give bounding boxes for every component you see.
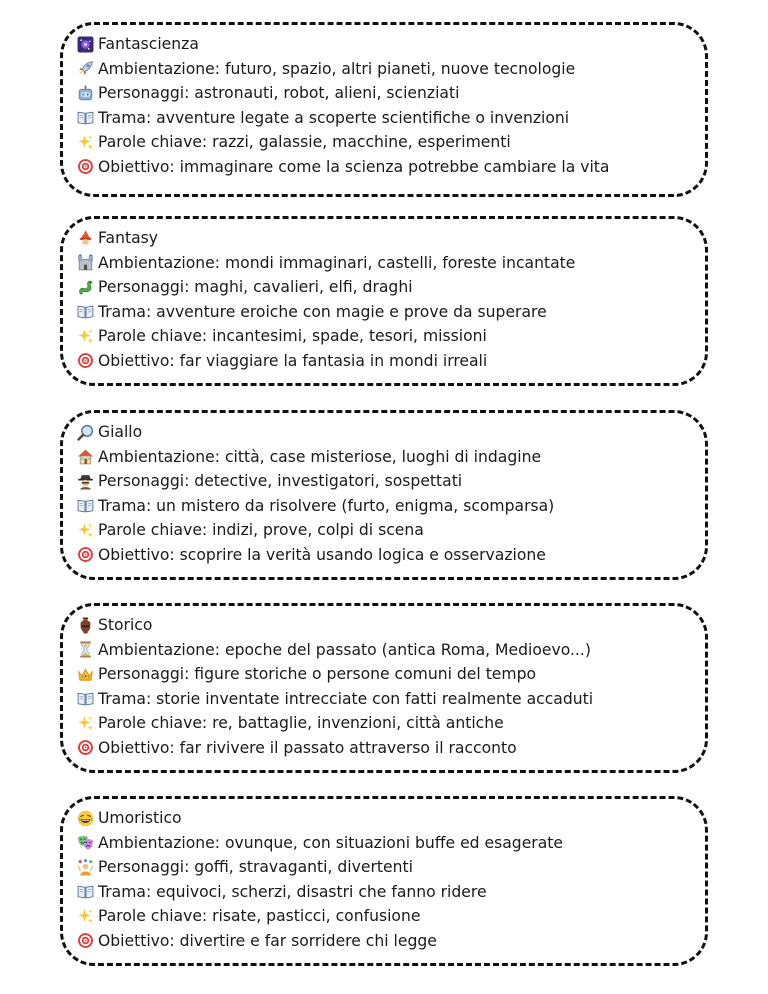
target-icon bbox=[77, 546, 94, 563]
rocket-icon bbox=[77, 60, 94, 77]
robot-icon bbox=[77, 85, 94, 102]
keywords-line bbox=[77, 904, 691, 929]
sparkles-icon bbox=[77, 522, 94, 539]
plot-line bbox=[77, 494, 691, 519]
genre-title-text: Fantascienza bbox=[98, 35, 199, 54]
plot-line bbox=[77, 106, 691, 131]
castle-icon bbox=[77, 254, 94, 271]
goal-line bbox=[77, 543, 691, 568]
target-icon bbox=[77, 352, 94, 369]
setting-line bbox=[77, 57, 691, 82]
genre-title bbox=[77, 420, 691, 445]
goal-text: Obiettivo: far viaggiare la fantasia in mondi irreali bbox=[98, 351, 488, 370]
target-icon bbox=[77, 158, 94, 175]
book-icon bbox=[77, 303, 94, 320]
book-icon bbox=[77, 883, 94, 900]
amphora-icon bbox=[77, 617, 94, 634]
plot-line bbox=[77, 880, 691, 905]
keywords-line bbox=[77, 324, 691, 349]
setting-text: Ambientazione: epoche del passato (antica Roma, Medioevo...) bbox=[98, 640, 591, 659]
characters-text: Personaggi: detective, investigatori, sospettati bbox=[98, 472, 463, 491]
characters-line bbox=[77, 662, 691, 687]
sparkles-icon bbox=[77, 328, 94, 345]
characters-text: Personaggi: goffi, stravaganti, divertenti bbox=[98, 858, 413, 877]
goal-text: Obiettivo: scoprire la verità usando logica e osservazione bbox=[98, 545, 546, 564]
characters-line bbox=[77, 855, 691, 880]
genre-card-giallo bbox=[60, 410, 708, 580]
theater-masks-icon bbox=[77, 834, 94, 851]
book-icon bbox=[77, 109, 94, 126]
magnifier-icon bbox=[77, 424, 94, 441]
keywords-text: Parole chiave: razzi, galassie, macchine, esperimenti bbox=[98, 133, 511, 152]
keywords-line bbox=[77, 711, 691, 736]
keywords-text: Parole chiave: indizi, prove, colpi di scena bbox=[98, 521, 424, 540]
genre-title-text: Umoristico bbox=[98, 809, 182, 828]
goal-text: Obiettivo: far rivivere il passato attraverso il racconto bbox=[98, 738, 517, 757]
genre-title bbox=[77, 613, 691, 638]
juggler-icon bbox=[77, 859, 94, 876]
target-icon bbox=[77, 932, 94, 949]
plot-text: Trama: avventure eroiche con magie e prove da superare bbox=[98, 302, 547, 321]
genre-title-text: Giallo bbox=[98, 423, 143, 442]
setting-line bbox=[77, 445, 691, 470]
goal-line bbox=[77, 349, 691, 374]
characters-line bbox=[77, 81, 691, 106]
setting-text: Ambientazione: città, case misteriose, luoghi di indagine bbox=[98, 447, 542, 466]
plot-text: Trama: storie inventate intrecciate con fatti realmente accaduti bbox=[98, 689, 594, 708]
genre-title-text: Storico bbox=[98, 616, 153, 635]
goal-text: Obiettivo: immaginare come la scienza potrebbe cambiare la vita bbox=[98, 157, 610, 176]
plot-line bbox=[77, 300, 691, 325]
plot-text: Trama: equivoci, scherzi, disastri che fanno ridere bbox=[98, 882, 487, 901]
keywords-text: Parole chiave: incantesimi, spade, tesori, missioni bbox=[98, 327, 487, 346]
characters-line bbox=[77, 469, 691, 494]
hourglass-icon bbox=[77, 641, 94, 658]
plot-text: Trama: un mistero da risolvere (furto, enigma, scomparsa) bbox=[98, 496, 555, 515]
goal-line bbox=[77, 736, 691, 761]
genre-card-storico bbox=[60, 603, 708, 773]
sparkles-icon bbox=[77, 715, 94, 732]
laughing-face-icon bbox=[77, 810, 94, 827]
keywords-text: Parole chiave: re, battaglie, invenzioni, città antiche bbox=[98, 714, 504, 733]
book-icon bbox=[77, 690, 94, 707]
genre-title-text: Fantasy bbox=[98, 229, 158, 248]
setting-text: Ambientazione: ovunque, con situazioni buffe ed esagerate bbox=[98, 833, 563, 852]
target-icon bbox=[77, 739, 94, 756]
goal-text: Obiettivo: divertire e far sorridere chi legge bbox=[98, 931, 437, 950]
goal-line bbox=[77, 155, 691, 180]
setting-line bbox=[77, 638, 691, 663]
goal-line bbox=[77, 929, 691, 954]
genre-card-umoristico bbox=[60, 796, 708, 966]
house-icon bbox=[77, 448, 94, 465]
genre-title bbox=[77, 226, 691, 251]
characters-line bbox=[77, 275, 691, 300]
setting-text: Ambientazione: mondi immaginari, castelli, foreste incantate bbox=[98, 253, 576, 272]
characters-text: Personaggi: maghi, cavalieri, elfi, draghi bbox=[98, 278, 413, 297]
crown-icon bbox=[77, 666, 94, 683]
sparkles-icon bbox=[77, 134, 94, 151]
wizard-icon bbox=[77, 230, 94, 247]
keywords-line bbox=[77, 130, 691, 155]
setting-text: Ambientazione: futuro, spazio, altri pianeti, nuove tecnologie bbox=[98, 59, 576, 78]
genre-card-fantascienza bbox=[60, 22, 708, 197]
genre-title bbox=[77, 32, 691, 57]
plot-line bbox=[77, 687, 691, 712]
characters-text: Personaggi: figure storiche o persone comuni del tempo bbox=[98, 665, 537, 684]
keywords-line bbox=[77, 518, 691, 543]
setting-line bbox=[77, 831, 691, 856]
galaxy-icon bbox=[77, 36, 94, 53]
sparkles-icon bbox=[77, 908, 94, 925]
plot-text: Trama: avventure legate a scoperte scientifiche o invenzioni bbox=[98, 108, 570, 127]
keywords-text: Parole chiave: risate, pasticci, confusione bbox=[98, 907, 421, 926]
detective-icon bbox=[77, 473, 94, 490]
book-icon bbox=[77, 497, 94, 514]
dragon-icon bbox=[77, 279, 94, 296]
characters-text: Personaggi: astronauti, robot, alieni, scienziati bbox=[98, 84, 460, 103]
genre-card-fantasy bbox=[60, 216, 708, 386]
genre-title bbox=[77, 806, 691, 831]
setting-line bbox=[77, 251, 691, 276]
